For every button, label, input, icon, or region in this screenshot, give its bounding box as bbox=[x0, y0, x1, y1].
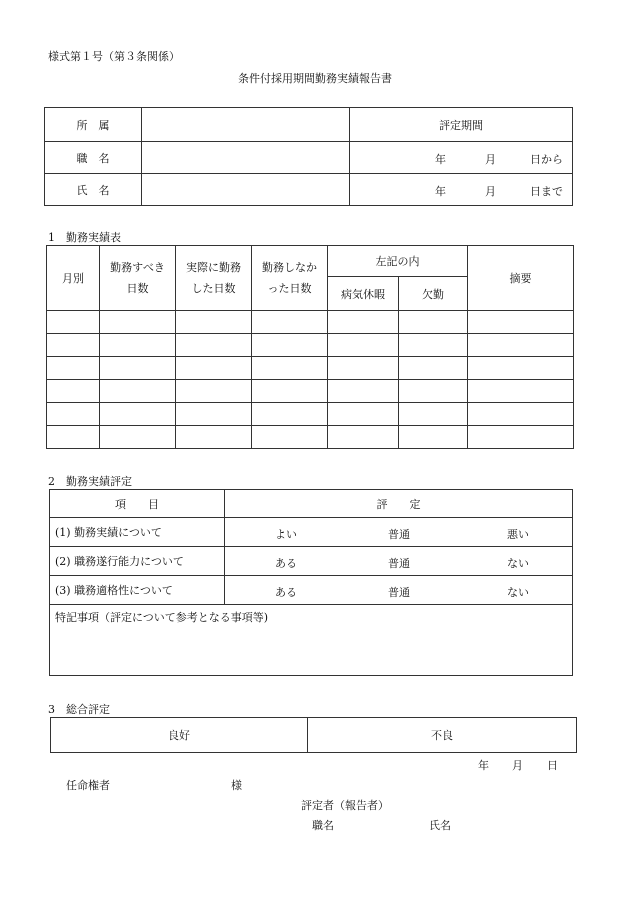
period-from-year: 年 bbox=[435, 153, 446, 166]
name-field[interactable] bbox=[142, 174, 350, 206]
special-notes-cell[interactable] bbox=[50, 605, 573, 676]
record-cell[interactable] bbox=[47, 426, 100, 449]
col-of-which: 左記の内 bbox=[328, 246, 468, 277]
record-cell[interactable] bbox=[328, 334, 399, 357]
record-cell[interactable] bbox=[47, 403, 100, 426]
overall-poor[interactable]: 不良 bbox=[308, 718, 577, 753]
record-cell[interactable] bbox=[252, 426, 328, 449]
record-cell[interactable] bbox=[468, 357, 574, 380]
record-cell[interactable] bbox=[176, 426, 252, 449]
col-actual bbox=[176, 246, 252, 311]
name-label: 氏 名 bbox=[45, 174, 142, 206]
record-cell[interactable] bbox=[468, 311, 574, 334]
rating-option-bad[interactable]: ない bbox=[507, 557, 529, 570]
table-row bbox=[47, 426, 574, 449]
record-cell[interactable] bbox=[399, 403, 468, 426]
col-actual-line2: した日数 bbox=[191, 282, 236, 295]
record-cell[interactable] bbox=[252, 357, 328, 380]
record-cell[interactable] bbox=[468, 380, 574, 403]
rating-option-good[interactable]: ある bbox=[275, 586, 297, 599]
record-cell[interactable] bbox=[100, 403, 176, 426]
evaluation-item: (2) 職務遂行能力について bbox=[50, 547, 225, 576]
work-record-table bbox=[46, 245, 574, 449]
rating-option-bad[interactable]: ない bbox=[507, 586, 529, 599]
col-not-worked bbox=[252, 246, 328, 311]
overall-evaluation-table bbox=[50, 717, 577, 753]
record-cell[interactable] bbox=[328, 311, 399, 334]
record-cell[interactable] bbox=[47, 311, 100, 334]
col-should-work bbox=[100, 246, 176, 311]
record-cell[interactable] bbox=[328, 380, 399, 403]
evaluation-row bbox=[50, 576, 573, 605]
record-cell[interactable] bbox=[252, 403, 328, 426]
record-cell[interactable] bbox=[328, 403, 399, 426]
evaluator-label: 評定者（報告者） bbox=[301, 799, 389, 812]
record-cell[interactable] bbox=[468, 403, 574, 426]
record-cell[interactable] bbox=[176, 311, 252, 334]
evaluation-item: (3) 職務適格性について bbox=[50, 576, 225, 605]
rating-option-good[interactable]: よい bbox=[275, 528, 297, 541]
appointer-label: 任命権者 bbox=[66, 779, 110, 792]
record-cell[interactable] bbox=[176, 357, 252, 380]
rating-option-bad[interactable]: 悪い bbox=[507, 528, 529, 541]
period-from-month: 月 bbox=[485, 153, 496, 166]
evaluator-name-label: 氏名 bbox=[429, 819, 451, 832]
record-cell[interactable] bbox=[100, 311, 176, 334]
evaluation-table bbox=[49, 489, 573, 676]
record-cell[interactable] bbox=[399, 311, 468, 334]
affiliation-field[interactable] bbox=[142, 108, 350, 142]
record-cell[interactable] bbox=[47, 357, 100, 380]
rating-option-normal[interactable]: 普通 bbox=[388, 557, 410, 570]
record-cell[interactable] bbox=[399, 357, 468, 380]
evaluation-period-label: 評定期間 bbox=[350, 108, 573, 142]
position-field[interactable] bbox=[142, 142, 350, 174]
col-rating: 評 定 bbox=[225, 490, 573, 518]
evaluation-item: (1) 勤務実績について bbox=[50, 518, 225, 547]
period-from-cell[interactable] bbox=[350, 142, 573, 174]
period-to-year: 年 bbox=[435, 185, 446, 198]
work-record-rows bbox=[47, 311, 574, 449]
col-item: 項 目 bbox=[50, 490, 225, 518]
period-to-month: 月 bbox=[485, 185, 496, 198]
rating-option-normal[interactable]: 普通 bbox=[388, 528, 410, 541]
record-cell[interactable] bbox=[399, 426, 468, 449]
rating-option-good[interactable]: ある bbox=[275, 557, 297, 570]
page-title: 条件付採用期間勤務実績報告書 bbox=[238, 72, 392, 85]
table-row bbox=[47, 311, 574, 334]
table-row bbox=[47, 403, 574, 426]
record-cell[interactable] bbox=[47, 380, 100, 403]
col-absence: 欠勤 bbox=[399, 277, 468, 311]
record-cell[interactable] bbox=[100, 357, 176, 380]
form-number: 様式第１号（第３条関係） bbox=[48, 50, 180, 63]
footer-date-month: 月 bbox=[512, 759, 523, 772]
record-cell[interactable] bbox=[468, 334, 574, 357]
position-label: 職 名 bbox=[45, 142, 142, 174]
evaluation-rating-cell bbox=[225, 518, 573, 547]
section2-heading: 2 勤務実績評定 bbox=[48, 475, 132, 488]
evaluation-rows bbox=[50, 518, 573, 605]
honorific-label: 様 bbox=[231, 779, 242, 792]
col-should-work-line1: 勤務すべき bbox=[110, 261, 165, 274]
period-to-day: 日まで bbox=[530, 185, 563, 198]
section1-heading: 1 勤務実績表 bbox=[48, 231, 121, 244]
table-row bbox=[47, 380, 574, 403]
header-table bbox=[44, 107, 573, 206]
evaluation-rating-cell bbox=[225, 576, 573, 605]
record-cell[interactable] bbox=[100, 334, 176, 357]
col-sick-leave: 病気休暇 bbox=[328, 277, 399, 311]
footer-date-year: 年 bbox=[478, 759, 489, 772]
col-should-work-line2: 日数 bbox=[126, 282, 149, 295]
overall-good[interactable]: 良好 bbox=[51, 718, 308, 753]
evaluation-row bbox=[50, 518, 573, 547]
record-cell[interactable] bbox=[468, 426, 574, 449]
affiliation-label: 所 属 bbox=[45, 108, 142, 142]
col-month: 月別 bbox=[47, 246, 100, 311]
record-cell[interactable] bbox=[399, 334, 468, 357]
period-from-day: 日から bbox=[530, 153, 563, 166]
special-notes-label: 特記事項（評定について参考となる事項等) bbox=[55, 611, 269, 624]
footer-date-day: 日 bbox=[547, 759, 558, 772]
rating-option-normal[interactable]: 普通 bbox=[388, 586, 410, 599]
evaluation-rating-cell bbox=[225, 547, 573, 576]
record-cell[interactable] bbox=[328, 357, 399, 380]
record-cell[interactable] bbox=[176, 380, 252, 403]
record-cell[interactable] bbox=[100, 426, 176, 449]
table-row bbox=[47, 357, 574, 380]
evaluator-position-label: 職名 bbox=[312, 819, 334, 832]
record-cell[interactable] bbox=[328, 426, 399, 449]
record-cell[interactable] bbox=[252, 380, 328, 403]
record-cell[interactable] bbox=[47, 334, 100, 357]
col-not-worked-line2: った日数 bbox=[267, 282, 312, 295]
table-row bbox=[47, 334, 574, 357]
section3-heading: 3 総合評定 bbox=[48, 703, 110, 716]
col-remarks: 摘要 bbox=[468, 246, 574, 311]
col-not-worked-line1: 勤務しなか bbox=[262, 261, 317, 274]
col-actual-line1: 実際に勤務 bbox=[186, 261, 241, 274]
period-to-cell[interactable] bbox=[350, 174, 573, 206]
record-cell[interactable] bbox=[252, 334, 328, 357]
record-cell[interactable] bbox=[399, 380, 468, 403]
record-cell[interactable] bbox=[252, 311, 328, 334]
evaluation-row bbox=[50, 547, 573, 576]
record-cell[interactable] bbox=[176, 403, 252, 426]
record-cell[interactable] bbox=[100, 380, 176, 403]
record-cell[interactable] bbox=[176, 334, 252, 357]
